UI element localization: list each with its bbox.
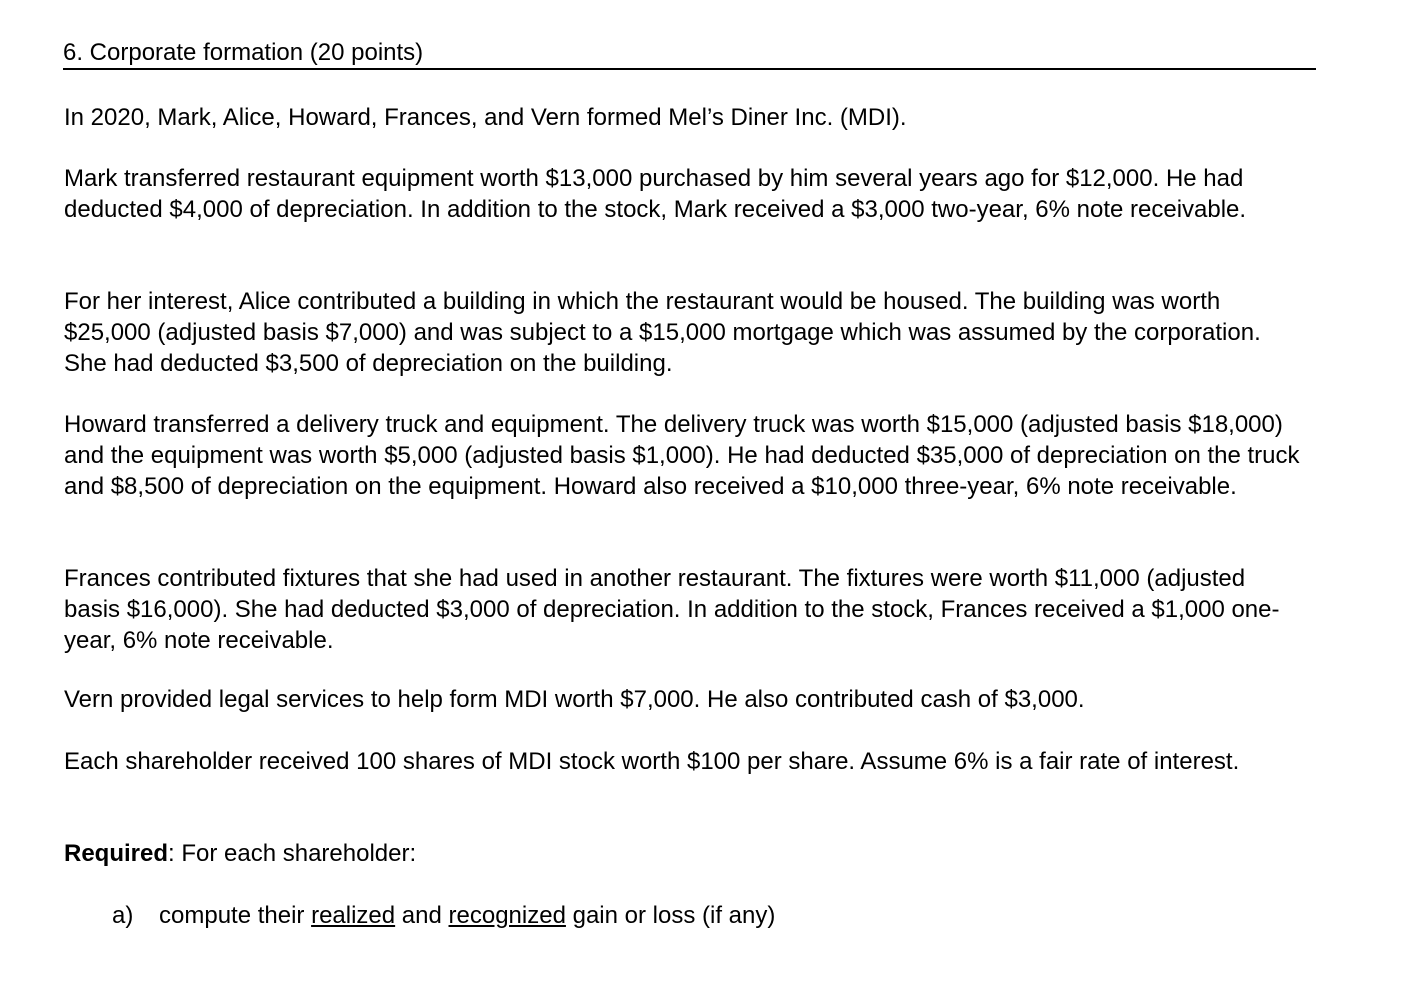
list-text-part1: compute their [159,902,312,929]
shares-paragraph: Each shareholder received 100 shares of MDI stock worth $100 per share. Assume 6% is a fair rate of interest. [64,748,1240,775]
realized-term: realized [311,902,396,929]
alice-paragraph: For her interest, Alice contributed a building in which the restaurant would be housed. The building was worth $25,000 (adjusted basis $7,000) and was subject to a $15,000 mortgage which was assumed by the corporation. She had deducted $3,500 of depreciation on the building. [64,288,1261,377]
vern-paragraph: Vern provided legal services to help form MDI worth $7,000. He also contributed cash of $3,000. [64,686,1085,713]
recognized-term: recognized [448,902,566,929]
intro-paragraph: In 2020, Mark, Alice, Howard, Frances, and Vern formed Mel’s Diner Inc. (MDI). [64,104,907,131]
section-heading: 6. Corporate formation (20 points) [63,38,1316,70]
howard-paragraph: Howard transferred a delivery truck and equipment. The delivery truck was worth $15,000 (adjusted basis $18,000) and the equipment was worth $5,000 (adjusted basis $1,000). He had deducted $35,000 of depreciation on the truck and $8,500 of depreciation on the equipment. Howard also received a $10,000 three-year, 6% note receivable. [64,411,1300,500]
frances-paragraph: Frances contributed fixtures that she had used in another restaurant. The fixtures were worth $11,000 (adjusted basis $16,000). She had deducted $3,000 of depreciation. In addition to the stock, Frances received a $1,000 one-year, 6% note receivable. [64,565,1280,654]
list-text-part2: and [395,902,449,929]
mark-paragraph: Mark transferred restaurant equipment worth $13,000 purchased by him several years ago for $12,000. He had deducted $4,000 of depreciation. In addition to the stock, Mark received a $3,000 two-year, 6% note receivable. [64,165,1247,223]
required-paragraph [64,838,1324,869]
required-label: Required [64,840,169,867]
list-marker: a) [112,902,134,929]
required-text: : For each shareholder: [168,840,417,867]
list-text-part3: gain or loss (if any) [565,902,776,929]
list-item [112,900,775,931]
